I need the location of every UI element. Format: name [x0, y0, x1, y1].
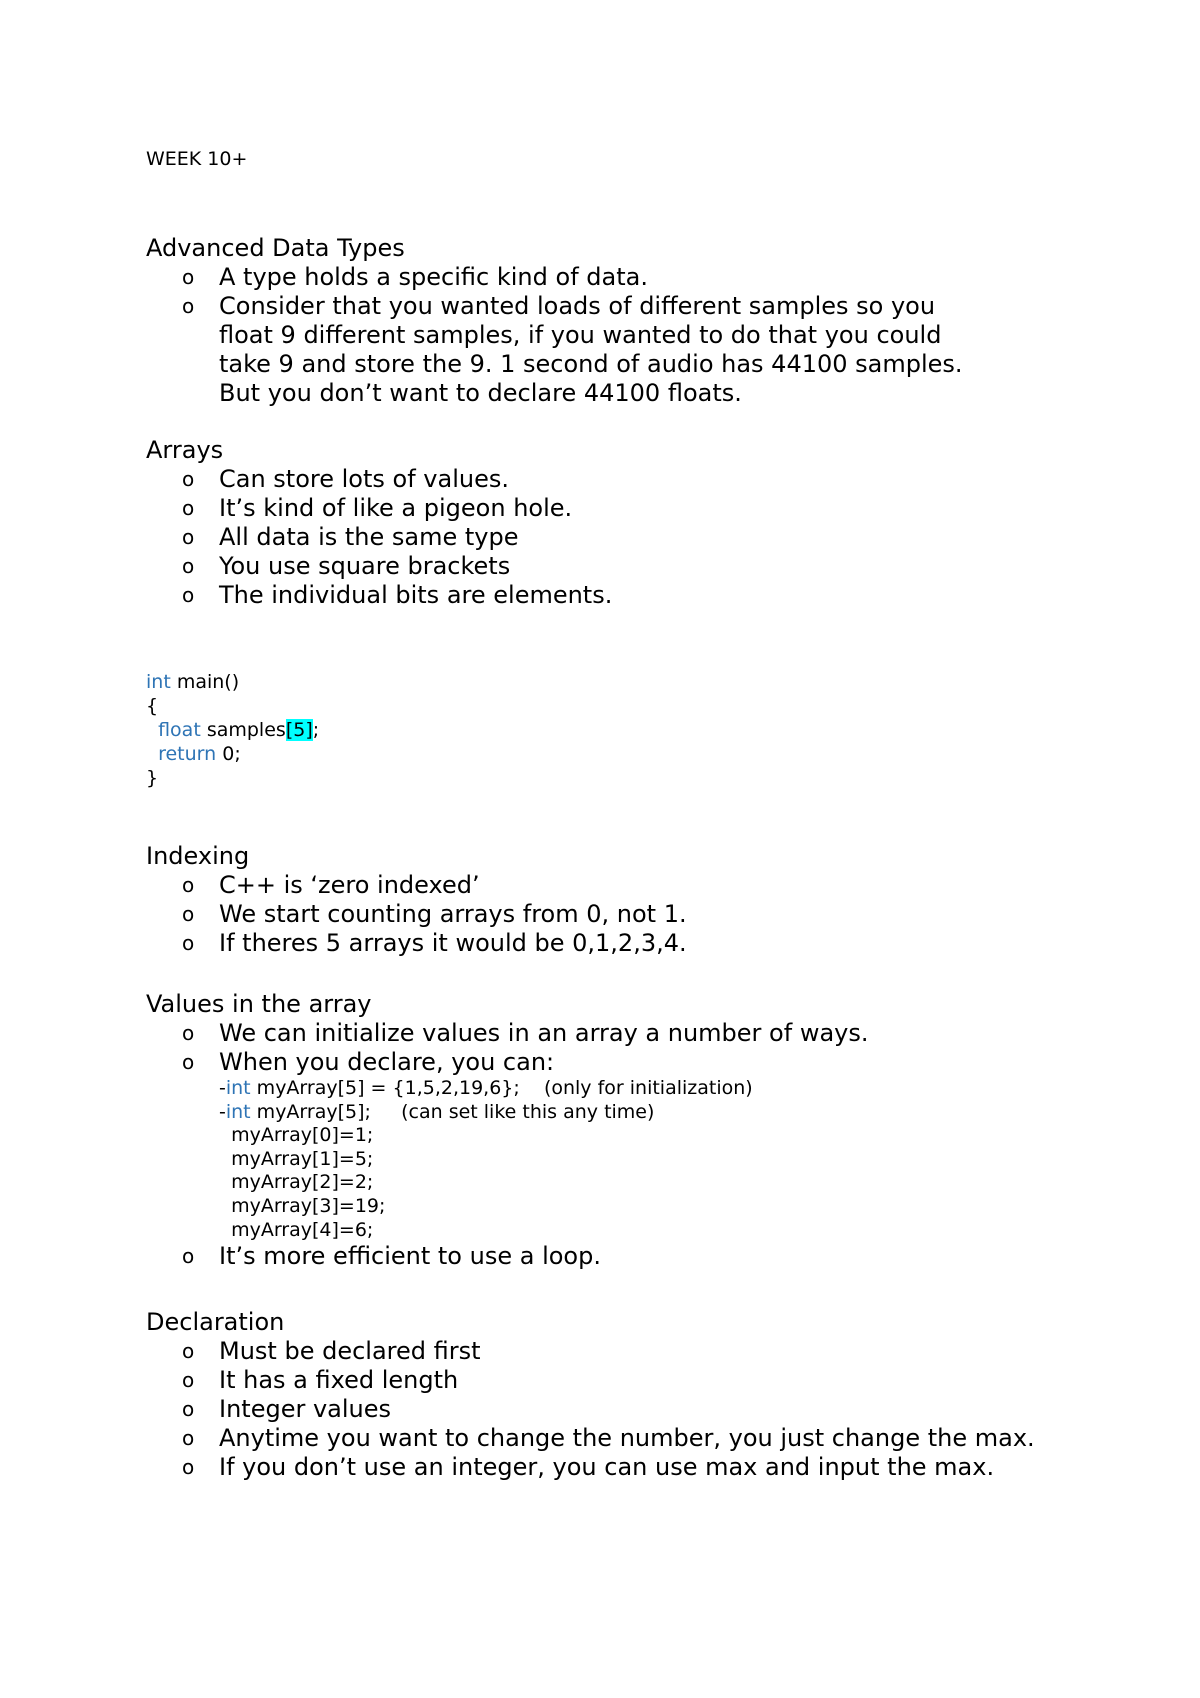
bullet-list: [146, 263, 1140, 408]
code-keyword: int: [146, 671, 171, 693]
section-indexing: [146, 842, 1140, 958]
section-advanced-data-types: [146, 234, 1140, 408]
bullet-list: [146, 465, 1140, 610]
code-example: [146, 1077, 1140, 1242]
code-line: myArray[0]=1;: [219, 1124, 374, 1147]
code-keyword: int: [225, 1077, 251, 1099]
bullet-marker: o: [182, 467, 195, 491]
bullet-marker: o: [182, 1368, 195, 1392]
bullet-list: [146, 1242, 1140, 1271]
list-item: o Integer values: [182, 1395, 392, 1423]
list-item: o It’s more efficient to use a loop.: [182, 1242, 601, 1271]
list-item: o It has a fixed length: [182, 1366, 459, 1394]
section-heading: Values in the array: [146, 990, 372, 1018]
list-item: o All data is the same type: [182, 523, 519, 551]
list-item: o We start counting arrays from 0, not 1.: [182, 900, 687, 928]
code-line: {: [146, 695, 159, 717]
bullet-marker: o: [182, 496, 195, 520]
code-line: myArray[2]=2;: [219, 1171, 374, 1194]
list-item: o Consider that you wanted loads of different samples so you float 9 different samples, if you wanted to do that you could take 9 and store the 9. 1 second of audio has 44100 samples. But you don’t want to declare 44100 floats.: [182, 292, 963, 407]
code-keyword: float: [158, 719, 201, 741]
list-item: o It’s kind of like a pigeon hole.: [182, 494, 573, 522]
code-line: return 0;: [158, 743, 241, 765]
code-line: int main(): [146, 671, 240, 693]
list-item: o You use square brackets: [182, 552, 511, 580]
list-item: o Anytime you want to change the number, you just change the max.: [182, 1424, 1035, 1452]
bullet-marker: o: [182, 1426, 195, 1450]
bullet-list: [146, 1019, 1140, 1077]
bullet-marker: o: [182, 583, 195, 607]
code-line: }: [146, 767, 159, 789]
bullet-marker: o: [182, 1339, 195, 1363]
bullet-marker: o: [182, 1455, 195, 1479]
bullet-list: [146, 1337, 1140, 1482]
section-heading: Arrays: [146, 436, 224, 464]
bullet-marker: o: [182, 554, 195, 578]
list-item: o If theres 5 arrays it would be 0,1,2,3,4.: [182, 929, 687, 957]
code-keyword: return: [158, 743, 217, 765]
code-line: float samples[5];: [158, 719, 320, 741]
code-keyword: int: [225, 1100, 251, 1123]
bullet-marker: o: [182, 873, 195, 897]
bullet-marker: o: [182, 931, 195, 955]
list-item: o C++ is ‘zero indexed’: [182, 871, 480, 899]
code-line: myArray[1]=5;: [219, 1147, 374, 1170]
list-item: o If you don’t use an integer, you can use max and input the max.: [182, 1453, 995, 1481]
code-line: -int myArray[5] = {1,5,2,19,6}; (only for initialization): [219, 1077, 753, 1099]
section-arrays: [146, 436, 1140, 610]
bullet-marker: o: [182, 525, 195, 549]
section-heading: Advanced Data Types: [146, 234, 405, 262]
code-line: myArray[3]=19;: [219, 1194, 386, 1217]
list-item: o A type holds a specific kind of data.: [182, 263, 648, 291]
list-item: o We can initialize values in an array a number of ways.: [182, 1019, 869, 1047]
bullet-marker: o: [182, 1021, 195, 1045]
page-header: WEEK 10+: [146, 148, 248, 170]
section-heading: Indexing: [146, 842, 250, 870]
bullet-marker: o: [182, 265, 195, 289]
highlighted-text: [5]: [285, 719, 313, 741]
code-line: myArray[4]=6;: [219, 1218, 374, 1241]
bullet-marker: o: [182, 902, 195, 926]
list-item: o Must be declared first: [182, 1337, 481, 1365]
list-item: o The individual bits are elements.: [182, 581, 613, 609]
bullet-marker: o: [182, 294, 195, 318]
bullet-marker: o: [182, 1050, 195, 1074]
section-declaration: [146, 1308, 1140, 1482]
bullet-list: [146, 871, 1140, 958]
bullet-marker: o: [182, 1244, 195, 1269]
code-line: -int myArray[5]; (can set like this any time): [219, 1100, 655, 1123]
list-item: o When you declare, you can:: [182, 1048, 555, 1076]
bullet-marker: o: [182, 1397, 195, 1421]
list-item: o Can store lots of values.: [182, 465, 509, 493]
section-heading: Declaration: [146, 1308, 285, 1336]
section-values-in-array: [146, 990, 1140, 1271]
code-block: [146, 670, 319, 790]
